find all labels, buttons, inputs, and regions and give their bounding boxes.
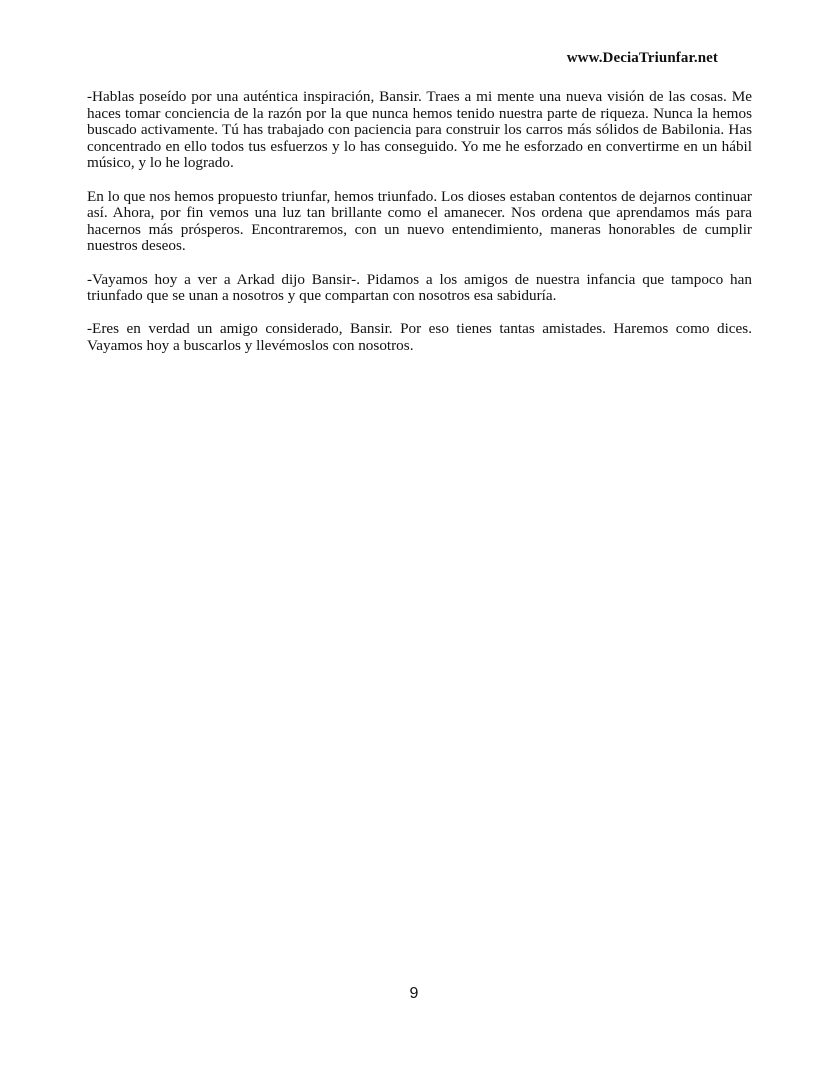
- paragraph: -Vayamos hoy a ver a Arkad dijo Bansir-. Pidamos a los amigos de nuestra infancia que tampoco han triunfado que se unan a nosotros y que compartan con nosotros esa sabiduría.: [87, 270, 752, 305]
- body-text: [87, 89, 752, 371]
- paragraph: -Hablas poseído por una auténtica inspiración, Bansir. Traes a mi mente una nueva visión de las cosas. Me haces tomar conciencia de la razón por la que nunca hemos tenido nuestra parte de riqueza. Nunca la hemos buscado activamente. Tú has trabajado con paciencia para construir los carros más sólidos de Babilonia. Has concentrado en ello todos tus esfuerzos y lo has conseguido. Yo me he esforzado en convertirme en un hábil músico, y lo he logrado.: [87, 88, 752, 172]
- page-number: 9: [409, 985, 419, 1002]
- paragraph: -Eres en verdad un amigo considerado, Bansir. Por eso tienes tantas amistades. Haremos como dices. Vayamos hoy a buscarlos y llevémoslos con nosotros.: [87, 320, 752, 354]
- paragraph: En lo que nos hemos propuesto triunfar, hemos triunfado. Los dioses estaban contentos de dejarnos continuar así. Ahora, por fin vemos una luz tan brillante como el amanecer. Nos ordena que aprendamos más para hacernos más prósperos. Encontraremos, con un nuevo entendimiento, maneras honorables de cumplir nuestros deseos.: [87, 187, 752, 255]
- header-website-url: www.DeciaTriunfar.net: [566, 50, 718, 66]
